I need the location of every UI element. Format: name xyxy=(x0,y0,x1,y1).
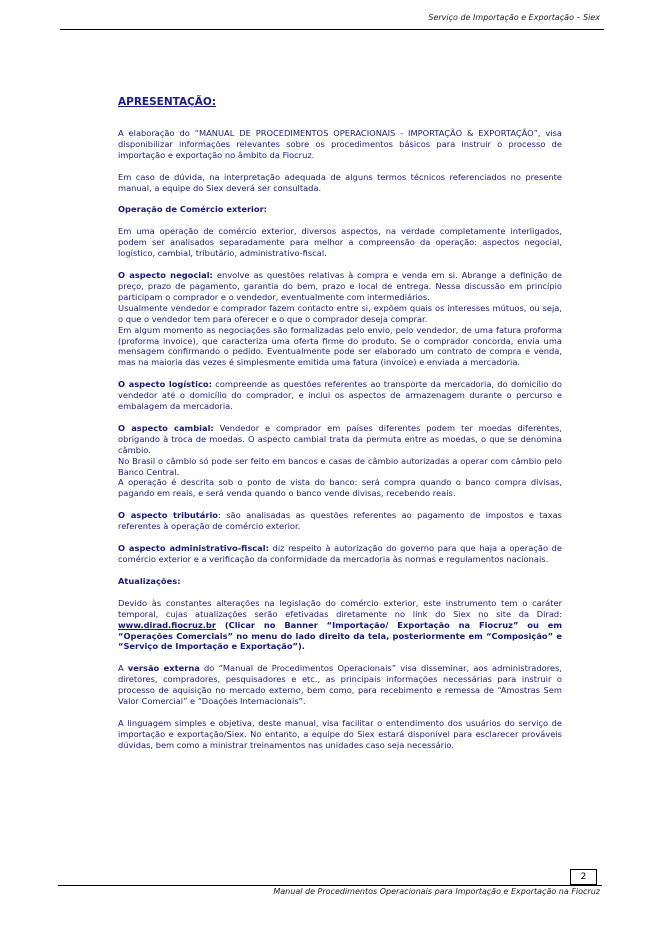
dirad-link[interactable]: www.dirad.fiocruz.br xyxy=(118,619,216,630)
administrativo-text: diz respeito à autorização do governo para que haja a operação de comércio exterior e a verificação da conformidade da mercadoria às normas e regulamentos nacionais. xyxy=(118,543,562,564)
section-title: APRESENTAÇÃO: xyxy=(118,96,217,108)
logistico-label: O aspecto logístico: xyxy=(118,379,212,390)
page-number: 2 xyxy=(570,869,597,885)
cambial-text-2: No Brasil o câmbio só pode ser feito em bancos e casas de câmbio autorizadas a operar com câmbio pelo Banco Central. xyxy=(118,455,562,477)
operacao-paragraph: Em uma operação de comércio exterior, diversos aspectos, na verdade completamente interligados, podem ser analisados separadamente para melhor a compreensão da operação: aspectos negocial, logístico, cambial, tributário, administrativo-fiscal. xyxy=(118,226,562,259)
footer-divider xyxy=(58,885,602,886)
cambial-paragraph xyxy=(118,423,562,499)
tributario-text: : são analisadas as questões referentes ao pagamento de impostos e taxas referentes à operação de comércio exterior. xyxy=(118,510,563,532)
atualizacoes-paragraph xyxy=(118,598,562,653)
negocial-label: O aspecto negocial: xyxy=(118,270,213,281)
versao-label: versão externa xyxy=(127,663,200,674)
versao-pre: A xyxy=(118,663,128,674)
versao-paragraph xyxy=(118,663,562,707)
tributario-label: O aspecto tributário xyxy=(118,510,218,521)
atualizacoes-text: Devido às constantes alterações na legislação do comércio exterior, este instrumento tem o caráter temporal, cujas atualizações serão efetivadas diretamente no link do Siex no site da Dirad: xyxy=(118,597,562,619)
page-header: Serviço de Importação e Exportação – Siex xyxy=(428,13,600,22)
cambial-text-1: Vendedor e comprador em países diferentes podem ter moedas diferentes, obrigando à troca de moedas. O aspecto cambial trata da permuta entre as moedas, o que se denomina câmbio. xyxy=(118,422,562,455)
cambial-label: O aspecto cambial: xyxy=(118,422,214,433)
administrativo-paragraph xyxy=(118,543,562,565)
atualizacoes-heading: Atualizações: xyxy=(118,575,181,586)
negocial-paragraph xyxy=(118,270,562,368)
header-divider xyxy=(60,29,604,30)
negocial-text-1: envolve as questões relativas à compra e venda em si. Abrange a definição de preço, prazo de pagamento, garantia do bem, prazo e local de entrega. Nessa discussão em princípio participam o comprador e o vendedor, eventualmente com intermediários. xyxy=(118,270,562,302)
versao-text: do “Manual de Procedimentos Operacionais” visa disseminar, aos administradores, diretores, compradores, pesquisadores e etc., as principais informações necessárias para instruir o processo de aquisição no mercado externo, bem como, para recebimento e remessa de “Amostras Sem Valor Comercial” e “Doações Internacionais”. xyxy=(118,663,562,707)
intro-paragraph-2: Em caso de dúvida, na interpretação adequada de alguns termos técnicos referenciados no presente manual, a equipe do Siex deverá ser consultada. xyxy=(118,171,562,193)
cambial-text-3: A operação é descrita sob o ponto de vista do banco: será compra quando o banco compra divisas, pagando em reais, e será venda quando o banco vende divisas, recebendo reais. xyxy=(118,477,562,499)
administrativo-label: O aspecto administrativo-fiscal: xyxy=(118,543,269,554)
negocial-text-3: Em algum momento as negociações são formalizadas pelo envio, pelo vendedor, de uma fatura proforma (proforma invoice), que caracteriza uma oferta firme do produto. Se o comprador concorda, envia uma mensagem confirmando o pedido. Eventualmente pode ser elaborado um contrato de compra e venda, mas na maioria das vezes é simplesmente emitida uma fatura (invoice) e enviada a mercadoria. xyxy=(118,324,562,368)
document-body xyxy=(118,97,562,762)
logistico-paragraph xyxy=(118,379,562,412)
negocial-text-2: Usualmente vendedor e comprador fazem contacto entre si, expõem quais os interesses mútuos, ou seja, o que o vendedor tem para oferecer e o que o comprador deseja comprar. xyxy=(118,302,562,324)
linguagem-paragraph: A linguagem simples e objetiva, deste manual, visa facilitar o entendimento dos usuários do serviço de importação e exportação/Siex. No entanto, a equipe do Siex estará disponível para esclarecer prováveis dúvidas, bem como a ministrar treinamentos nas unidades caso seja necessário. xyxy=(118,717,562,750)
operacao-heading: Operação de Comércio exterior: xyxy=(118,204,267,215)
intro-paragraph-1: A elaboração do “MANUAL DE PROCEDIMENTOS OPERACIONAIS - IMPORTAÇÃO & EXPORTAÇÃO”, visa disponibilizar informações relevantes sobre os procedimentos básicos para instruir o processo de importação e exportação no âmbito da Fiocruz. xyxy=(118,127,562,160)
atualizacoes-instructions: (Clicar no Banner “Importação/ Exportação na Fiocruz” ou em “Operações Comerciais” no menu do lado direito da tela, posteriormente em “Composição” e “Serviço de Importação e Exportação”). xyxy=(118,619,562,652)
tributario-paragraph xyxy=(118,510,562,532)
logistico-text: compreende as questões referentes ao transporte da mercadoria, do domicílio do vendedor até o domicílio do comprador, e inclui os aspectos de armazenagem durante o percurso e embalagem da mercadoria. xyxy=(118,379,563,412)
page-footer: Manual de Procedimentos Operacionais para Importação e Exportação na Fiocruz xyxy=(273,887,600,896)
